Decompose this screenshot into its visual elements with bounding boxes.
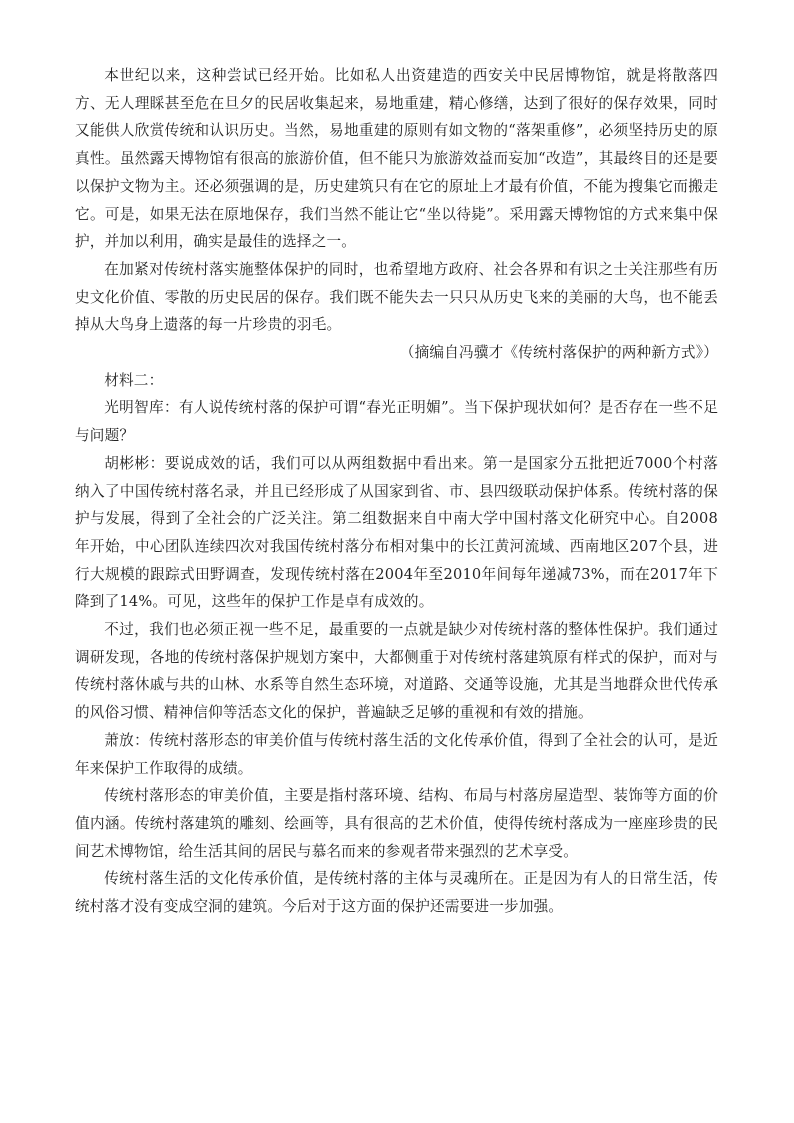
paragraph-museum-relocation: 本世纪以来，这种尝试已经开始。比如私人出资建造的西安关中民居博物馆，就是将散落四方、无人理睬甚至危在旦夕的民居收集起来，易地重建，精心修缮，达到了很好的保存效果，同时又能供人欣赏传统和认识历史。当然，易地重建的原则有如文物的“落架重修”，必须坚持历史的原真性。虽然露天博物馆有很高的旅游价值，但不能只为旅游效益而妄加“改造”，其最终目的还是要以保护文物为主。还必须强调的是，历史建筑只有在它的原址上才最有价值，不能为搜集它而搬走它。可是，如果无法在原地保存，我们当然不能让它“坐以待毙”。采用露天博物馆的方式来集中保护，并加以利用，确实是最佳的选择之一。 — [75, 67, 718, 251]
paragraph-xiao-fang-intro: 萧放：传统村落形态的审美价值与传统村落生活的文化传承价值，得到了全社会的认可，是近年来保护工作取得的成绩。 — [75, 731, 718, 777]
paragraph-scattered-dwellings: 在加紧对传统村落实施整体保护的同时，也希望地方政府、社会各界和有识之士关注那些有历史文化价值、零散的历史民居的保存。我们既不能失去一只只从历史飞来的美丽的大鸟，也不能丢掉从大鸟身上遗落的每一片珍贵的羽毛。 — [75, 260, 718, 334]
paragraph-cultural-value: 传统村落生活的文化传承价值，是传统村落的主体与灵魂所在。正是因为有人的日常生活，传统村落才没有变成空洞的建筑。今后对于这方面的保护还需要进一步加强。 — [75, 870, 718, 916]
paragraph-hu-binbin-achievements: 胡彬彬：要说成效的话，我们可以从两组数据中看出来。第一是国家分五批把近7000个村落纳入了中国传统村落名录，并且已经形成了从国家到省、市、县四级联动保护体系。传统村落的保护与发展，得到了全社会的广泛关注。第二组数据来自中南大学中国村落文化研究中心。自2008年开始，中心团队连续四次对我国传统村落分布相对集中的长江黄河流域、西南地区207个县，进行大规模的跟踪式田野调查，发现传统村落在2004年至2010年间每年递减73%，而在2017年下降到了14%。可见，这些年的保护工作是卓有成效的。 — [75, 454, 718, 611]
document-body — [75, 62, 718, 921]
paragraph-aesthetic-value: 传统村落形态的审美价值，主要是指村落环境、结构、布局与村落房屋造型、装饰等方面的价值内涵。传统村落建筑的雕刻、绘画等，具有很高的艺术价值，使得传统村落成为一座座珍贵的民间艺术博物馆，给生活其间的居民与慕名而来的参观者带来强烈的艺术享受。 — [75, 787, 718, 860]
paragraph-hu-binbin-shortcomings: 不过，我们也必须正视一些不足，最重要的一点就是缺少对传统村落的整体性保护。我们通过调研发现，各地的传统村落保护规划方案中，大都侧重于对传统村落建筑原有样式的保护，而对与传统村落休戚与共的山林、水系等自然生态环境，对道路、交通等设施，尤其是当地群众世代传承的风俗习惯、精神信仰等活态文化的保护，普遍缺乏足够的重视和有效的措施。 — [75, 621, 718, 722]
paragraph-interview-question: 光明智库：有人说传统村落的保护可谓“春光正明媚”。当下保护现状如何？是否存在一些不足与问题？ — [75, 399, 718, 445]
source-citation: （摘编自冯骥才《传统村落保护的两种新方式》） — [399, 344, 718, 362]
material-two-label: 材料二： — [104, 371, 164, 389]
